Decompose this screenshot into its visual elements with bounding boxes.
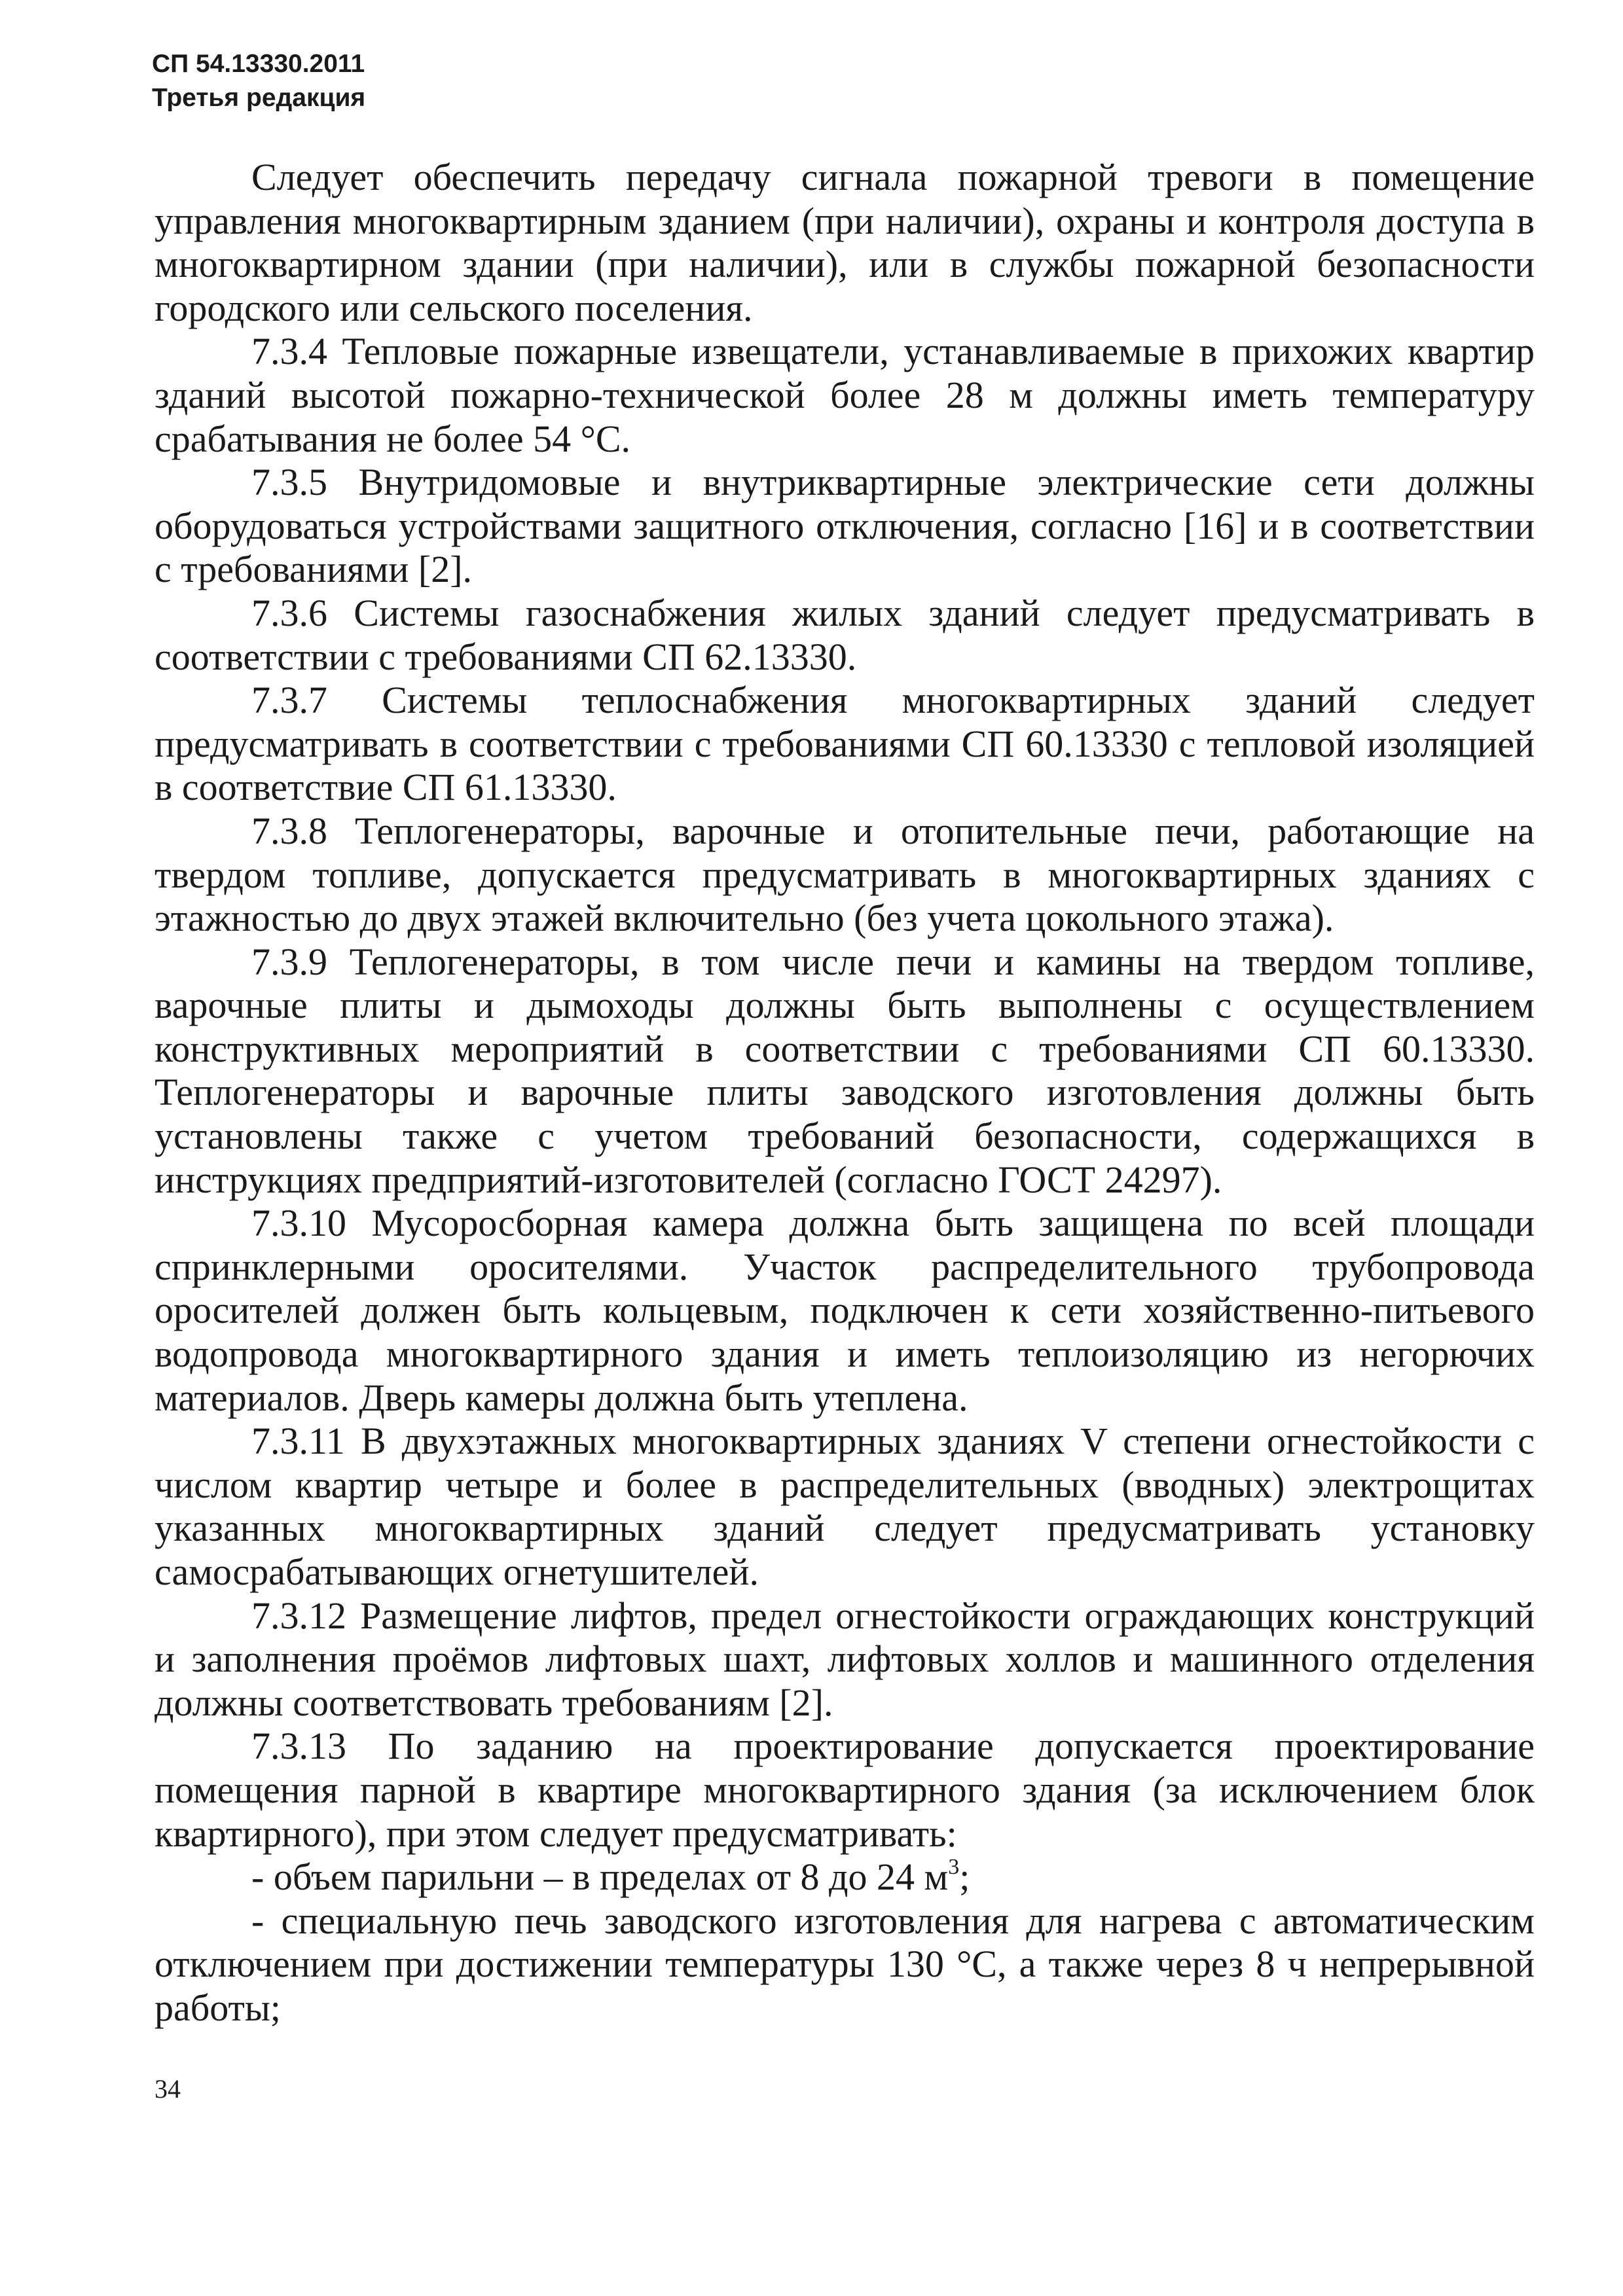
list-item-volume-end: ;	[959, 1856, 970, 1899]
list-item-volume-text: - объем парильни – в пределах от 8 до 24 м	[251, 1856, 949, 1899]
document-edition: Третья редакция	[152, 84, 366, 112]
running-header	[152, 47, 365, 115]
paragraph-7-3-9: 7.3.9 Теплогенераторы, в том числе печи и камины на твердом топливе, варочные плиты и дымоходы должны быть выполнены с осуществлением конструктивных мероприятий в соответствии с требованиями СП 60.13330. Теплогенераторы и варочные плиты заводского изготовления должны быть установлены также с учетом требований безопасности, содержащихся в инструкциях предприятий-изготовителей (согласно ГОСТ 24297).	[155, 940, 1535, 1201]
paragraph-7-3-11: 7.3.11 В двухэтажных многоквартирных зданиях V степени огнестойкости с числом квартир четыре и более в распределительных (вводных) электрощитах указанных многоквартирных зданий следует предусматривать установку самосрабатывающих огнетушителей.	[155, 1420, 1535, 1593]
paragraph-7-3-5: 7.3.5 Внутридомовые и внутриквартирные электрические сети должны оборудоваться устройствами защитного отключения, согласно [16] и в соответствии с требованиями [2].	[155, 461, 1535, 591]
paragraph-7-3-13: 7.3.13 По заданию на проектирование допускается проектирование помещения парной в квартире многоквартирного здания (за исключением блок квартирного), при этом следует предусматривать:	[155, 1725, 1535, 1855]
document-code: СП 54.13330.2011	[152, 50, 365, 78]
paragraph-7-3-12: 7.3.12 Размещение лифтов, предел огнестойкости ограждающих конструкций и заполнения проёмов лифтовых шахт, лифтовых холлов и машинного отделения должны соответствовать требованиям [2].	[155, 1594, 1535, 1724]
paragraph-fire-alarm-signal: Следует обеспечить передачу сигнала пожарной тревоги в помещение управления многоквартирным зданием (при наличии), охраны и контроля доступа в многоквартирном здании (при наличии), или в службы пожарной безопасности городского или сельского поселения.	[155, 156, 1535, 329]
paragraph-7-3-6: 7.3.6 Системы газоснабжения жилых зданий следует предусматривать в соответствии с требованиями СП 62.13330.	[155, 591, 1535, 678]
page-number: 34	[155, 2074, 181, 2104]
list-item-special-furnace: - специальную печь заводского изготовления для нагрева с автоматическим отключением при достижении температуры 130 °С, а также через 8 ч непрерывной работы;	[155, 1899, 1535, 2029]
document-body	[155, 156, 1535, 2030]
paragraph-7-3-4: 7.3.4 Тепловые пожарные извещатели, устанавливаемые в прихожих квартир зданий высотой пожарно-технической более 28 м должны иметь температуру срабатывания не более 54 °С.	[155, 330, 1535, 460]
paragraph-7-3-7: 7.3.7 Системы теплоснабжения многоквартирных зданий следует предусматривать в соответствии с требованиями СП 60.13330 с тепловой изоляцией в соответствие СП 61.13330.	[155, 679, 1535, 809]
list-item-steam-room-volume	[155, 1856, 1535, 1899]
cubic-superscript: 3	[948, 1855, 960, 1880]
paragraph-7-3-8: 7.3.8 Теплогенераторы, варочные и отопительные печи, работающие на твердом топливе, допускается предусматривать в многоквартирных зданиях с этажностью до двух этажей включительно (без учета цокольного этажа).	[155, 809, 1535, 940]
paragraph-7-3-10: 7.3.10 Мусоросборная камера должна быть защищена по всей площади спринклерными оросителями. Участок распределительного трубопровода оросителей должен быть кольцевым, подключен к сети хозяйственно-питьевого водопровода многоквартирного здания и иметь теплоизоляцию из негорючих материалов. Дверь камеры должна быть утеплена.	[155, 1202, 1535, 1419]
